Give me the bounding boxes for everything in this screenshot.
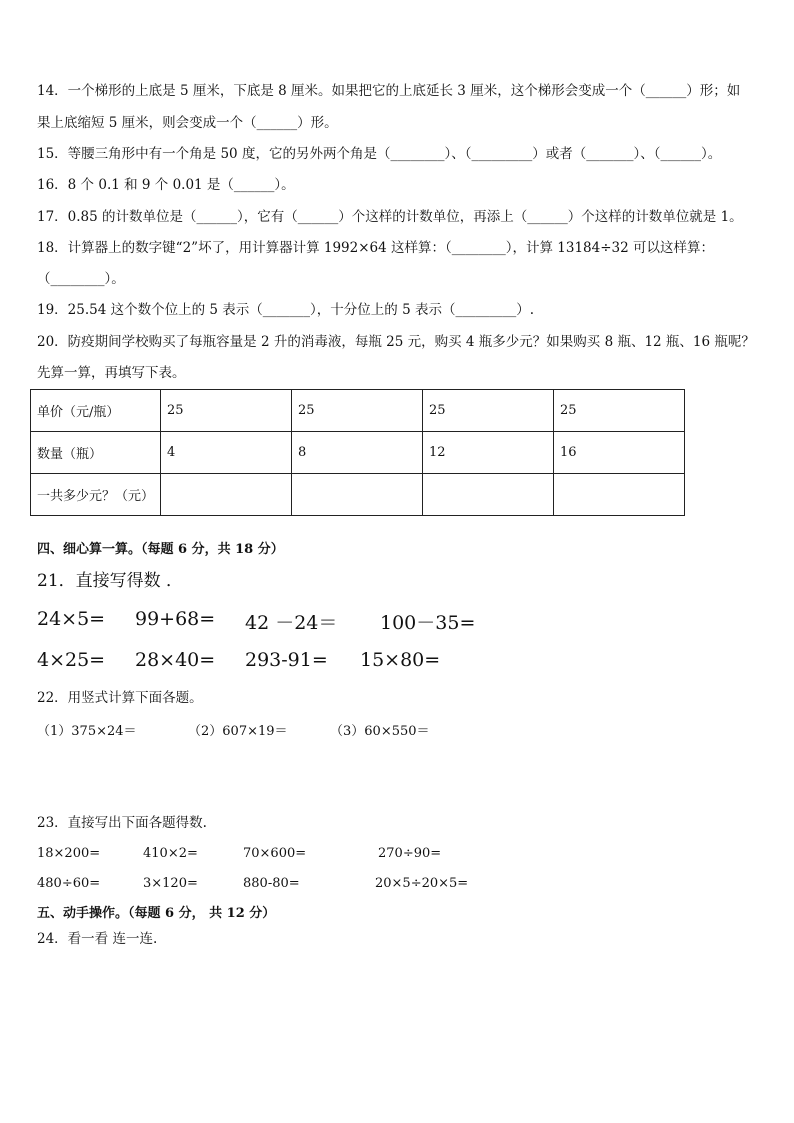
table-cell: 25 bbox=[292, 390, 423, 432]
table-row bbox=[31, 390, 685, 432]
row-header: 一共多少元？（元） bbox=[31, 474, 161, 516]
expression: （1）375×24＝ bbox=[37, 724, 137, 739]
question-17: 17．0.85 的计数单位是（______），它有（______）个这样的计数单位，再添上（______）个这样的计数单位就是 1。 bbox=[37, 209, 743, 225]
answer-cell bbox=[554, 474, 685, 516]
expression: 24×5= bbox=[37, 608, 106, 630]
q14-line1: 14．一个梯形的上底是 5 厘米，下底是 8 厘米。如果把它的上底延长 3 厘米，这个梯形会变成一个（______）形；如 bbox=[37, 83, 741, 99]
answer-cell bbox=[292, 474, 423, 516]
expression: 410×2= bbox=[143, 846, 198, 861]
q18-line1: 18．计算器上的数字键“2”坏了，用计算器计算 1992×64 这样算：（________），计算 13184÷32 可以这样算： bbox=[37, 240, 715, 256]
table-cell: 4 bbox=[161, 432, 292, 474]
question-16: 16．8 个 0.1 和 9 个 0.01 是（______）。 bbox=[37, 177, 295, 193]
question-24-title: 24．看一看 连一连. bbox=[37, 931, 158, 947]
question-22-title: 22．用竖式计算下面各题。 bbox=[37, 690, 203, 706]
expression: 293-91= bbox=[245, 649, 328, 671]
table-row bbox=[31, 432, 685, 474]
expression: 270÷90= bbox=[378, 846, 442, 861]
table-cell: 8 bbox=[292, 432, 423, 474]
expression: 99+68= bbox=[135, 608, 216, 630]
question-19: 19．25.54 这个数个位上的 5 表示（_______），十分位上的 5 表示（_________）. bbox=[37, 302, 535, 318]
expression: 18×200= bbox=[37, 846, 101, 861]
expression: 4×25= bbox=[37, 649, 106, 671]
expression: 3×120= bbox=[143, 876, 198, 891]
expression: （3）60×550＝ bbox=[330, 724, 430, 739]
price-table bbox=[30, 389, 685, 516]
expression: 28×40= bbox=[135, 649, 216, 671]
expression: 15×80= bbox=[360, 649, 441, 671]
table-cell: 12 bbox=[423, 432, 554, 474]
row-header: 单价（元/瓶） bbox=[31, 390, 161, 432]
table-cell: 25 bbox=[161, 390, 292, 432]
row-header: 数量（瓶） bbox=[31, 432, 161, 474]
answer-cell bbox=[423, 474, 554, 516]
question-21-title: 21．直接写得数 ． bbox=[37, 571, 184, 591]
question-15: 15．等腰三角形中有一个角是 50 度，它的另外两个角是（________）、（_________）或者（_______）、（______）。 bbox=[37, 146, 722, 162]
table-row bbox=[31, 474, 685, 516]
table-cell: 25 bbox=[554, 390, 685, 432]
q20-line1: 20．防疫期间学校购买了每瓶容量是 2 升的消毒液，每瓶 25 元，购买 4 瓶多少元？如果购买 8 瓶、12 瓶、16 瓶呢？ bbox=[37, 334, 755, 350]
table-cell: 25 bbox=[423, 390, 554, 432]
table-cell: 16 bbox=[554, 432, 685, 474]
answer-cell bbox=[161, 474, 292, 516]
q20-line2: 先算一算，再填写下表。 bbox=[37, 365, 186, 381]
expression: 42 －24＝ bbox=[245, 612, 338, 634]
q14-line2: 果上底缩短 5 厘米，则会变成一个（______）形。 bbox=[37, 115, 338, 131]
expression: 20×5÷20×5= bbox=[375, 876, 469, 891]
section-4-title: 四、细心算一算。（每题 6 分，共 18 分） bbox=[37, 542, 284, 557]
q18-line2: （________）。 bbox=[37, 271, 125, 287]
expression: 100－35= bbox=[380, 612, 476, 634]
expression: （2）607×19＝ bbox=[188, 724, 288, 739]
expression: 880-80= bbox=[243, 876, 300, 891]
section-5-title: 五、动手操作。（每题 6 分， 共 12 分） bbox=[37, 906, 276, 921]
expression: 480÷60= bbox=[37, 876, 101, 891]
expression: 70×600= bbox=[243, 846, 307, 861]
question-23-title: 23．直接写出下面各题得数. bbox=[37, 815, 207, 831]
